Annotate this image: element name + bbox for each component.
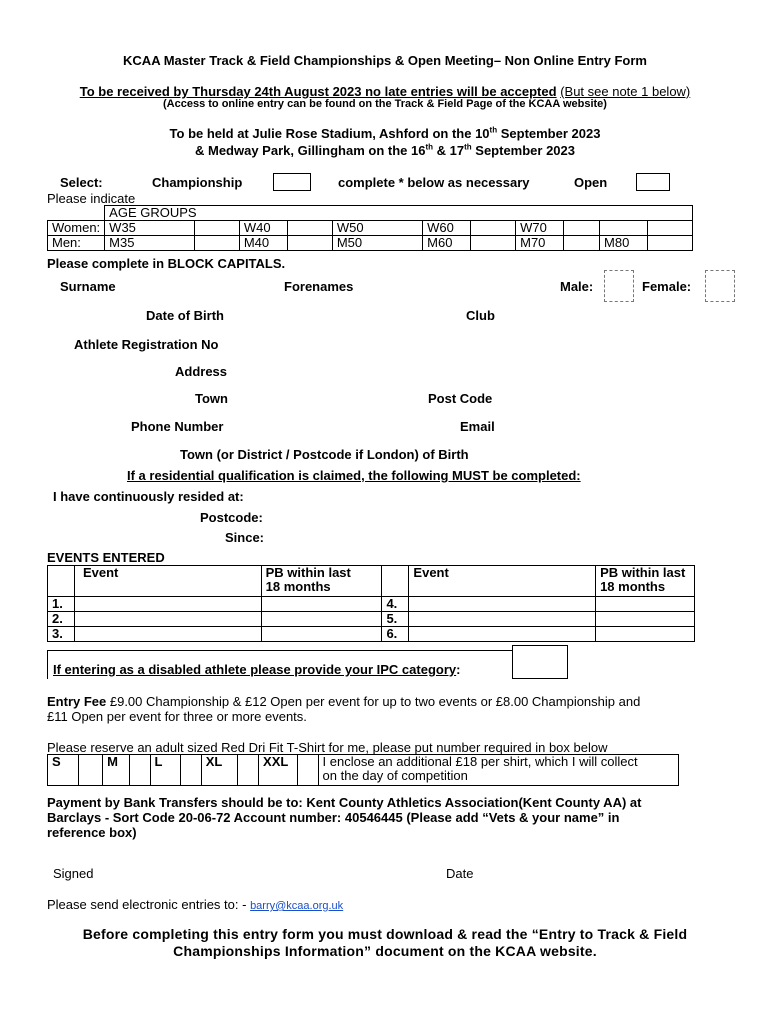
age-cell[interactable]	[470, 221, 515, 236]
ipc-category-input[interactable]	[512, 645, 568, 679]
age-cell[interactable]	[647, 221, 692, 236]
age-cell[interactable]	[194, 236, 239, 251]
size-xxl-quantity[interactable]	[297, 755, 318, 786]
entry-fee-line-2: £11 Open per event for three or more events.	[47, 709, 307, 724]
event-input[interactable]	[409, 597, 596, 612]
email-link[interactable]: barry@kcaa.org.uk	[250, 900, 344, 912]
size-xxl-label: XXL	[259, 755, 298, 786]
athlete-reg-label: Athlete Registration No	[74, 337, 219, 352]
surname-label: Surname	[60, 279, 116, 294]
venue-line-1: To be held at Julie Rose Stadium, Ashford on the 10th September 2023	[169, 125, 601, 141]
event-input[interactable]	[409, 627, 596, 642]
age-m50[interactable]: M50	[332, 236, 422, 251]
size-l-label: L	[150, 755, 181, 786]
age-groups-header: AGE GROUPS	[105, 206, 693, 221]
age-cell[interactable]	[563, 221, 599, 236]
age-m70[interactable]: M70	[516, 236, 564, 251]
since-label: Since:	[225, 530, 265, 545]
final-notice-line-2: Championships Information” document on the KCAA website.	[173, 943, 597, 959]
please-indicate: Please indicate	[47, 191, 136, 206]
championship-checkbox[interactable]	[273, 173, 311, 191]
age-cell[interactable]	[600, 221, 648, 236]
event-row-number: 2.	[48, 612, 75, 627]
size-xl-quantity[interactable]	[238, 755, 259, 786]
open-checkbox[interactable]	[636, 173, 670, 191]
size-m-label: M	[103, 755, 130, 786]
forenames-label: Forenames	[284, 279, 354, 294]
open-label: Open	[574, 175, 608, 190]
event-input[interactable]	[74, 612, 261, 627]
phone-label: Phone Number	[131, 419, 224, 434]
female-label: Female:	[642, 279, 692, 294]
birth-town-label: Town (or District / Postcode if London) of Birth	[180, 447, 469, 462]
championship-label: Championship	[152, 175, 243, 190]
size-xl-label: XL	[201, 755, 238, 786]
payment-line-3: reference box)	[47, 825, 137, 840]
tshirt-table	[47, 754, 679, 786]
event-row-number: 4.	[382, 597, 409, 612]
age-m35[interactable]: M35	[105, 236, 194, 251]
age-m60[interactable]: M60	[423, 236, 471, 251]
event-input[interactable]	[74, 597, 261, 612]
size-l-quantity[interactable]	[181, 755, 202, 786]
female-checkbox[interactable]	[705, 270, 735, 302]
age-cell[interactable]	[563, 236, 599, 251]
age-w70[interactable]: W70	[516, 221, 564, 236]
complete-instruction: complete * below as necessary	[338, 175, 530, 190]
venue-line-2: & Medway Park, Gillingham on the 16th & 17th September 2023	[195, 142, 575, 158]
resided-label: I have continuously resided at:	[53, 489, 244, 504]
online-note: (Access to online entry can be found on the Track & Field Page of the KCAA website)	[163, 98, 607, 110]
age-cell[interactable]	[287, 236, 332, 251]
final-notice-line-1: Before completing this entry form you must download & read the “Entry to Track & Field	[82, 926, 688, 942]
size-m-quantity[interactable]	[129, 755, 150, 786]
women-label: Women:	[48, 221, 105, 236]
event-header-right: Event	[409, 566, 596, 597]
event-row-number: 6.	[382, 627, 409, 642]
male-label: Male:	[560, 279, 594, 294]
events-title: EVENTS ENTERED	[47, 550, 165, 565]
age-m40[interactable]: M40	[239, 236, 287, 251]
male-checkbox[interactable]	[604, 270, 634, 302]
club-label: Club	[466, 308, 495, 323]
age-cell[interactable]	[647, 236, 692, 251]
pb-input[interactable]	[261, 612, 382, 627]
pb-input[interactable]	[261, 627, 382, 642]
age-m80[interactable]: M80	[600, 236, 648, 251]
pb-input[interactable]	[596, 627, 695, 642]
address-label: Address	[175, 364, 228, 379]
dob-label: Date of Birth	[146, 308, 224, 323]
ipc-label: If entering as a disabled athlete please provide your IPC category:	[53, 662, 461, 677]
pb-header-right: PB within last 18 months	[596, 566, 695, 597]
tshirt-note: I enclose an additional £18 per shirt, which I will collect on the day of competition	[318, 755, 678, 786]
pb-input[interactable]	[596, 597, 695, 612]
event-header-left: Event	[74, 566, 261, 597]
send-entries-line: Please send electronic entries to: - barry@kcaa.org.uk	[47, 897, 344, 912]
event-input[interactable]	[74, 627, 261, 642]
size-s-quantity[interactable]	[78, 755, 103, 786]
postcode-label: Postcode:	[200, 510, 263, 525]
entry-fee-line-1: Entry Fee £9.00 Championship & £12 Open per event for up to two events or £8.00 Championship and	[47, 694, 641, 709]
age-w50[interactable]: W50	[332, 221, 422, 236]
events-table	[47, 565, 695, 642]
select-label: Select:	[60, 175, 103, 190]
deadline-note: (But see note 1 below)	[560, 84, 691, 99]
age-cell[interactable]	[194, 221, 239, 236]
signed-label: Signed	[53, 866, 94, 881]
tshirt-intro: Please reserve an adult sized Red Dri Fit T-Shirt for me, please put number required in box below	[47, 740, 608, 755]
event-row-number: 3.	[48, 627, 75, 642]
size-s-label: S	[48, 755, 79, 786]
pb-header-left: PB within last 18 months	[261, 566, 382, 597]
deadline-line	[0, 84, 770, 99]
event-row-number: 5.	[382, 612, 409, 627]
town-label: Town	[195, 391, 228, 406]
payment-line-1: Payment by Bank Transfers should be to: Kent County Athletics Association(Kent County AA) at	[47, 795, 642, 810]
payment-line-2: Barclays - Sort Code 20-06-72 Account number: 40546445 (Please add “Vets & your name” in	[47, 810, 620, 825]
pb-input[interactable]	[261, 597, 382, 612]
men-label: Men:	[48, 236, 105, 251]
age-cell[interactable]	[287, 221, 332, 236]
post-code-label: Post Code	[428, 391, 493, 406]
age-w35[interactable]: W35	[105, 221, 194, 236]
email-label: Email	[460, 419, 495, 434]
age-groups-table	[47, 205, 693, 251]
age-w60[interactable]: W60	[423, 221, 471, 236]
age-cell[interactable]	[470, 236, 515, 251]
event-row-number: 1.	[48, 597, 75, 612]
block-capitals-note: Please complete in BLOCK CAPITALS.	[47, 256, 286, 271]
event-input[interactable]	[409, 612, 596, 627]
age-w40[interactable]: W40	[239, 221, 287, 236]
pb-input[interactable]	[596, 612, 695, 627]
residential-note: If a residential qualification is claimed, the following MUST be completed:	[127, 468, 581, 483]
page-title: KCAA Master Track & Field Championships & Open Meeting– Non Online Entry Form	[123, 53, 647, 68]
deadline-text: To be received by Thursday 24th August 2023 no late entries will be accepted	[79, 84, 557, 99]
date-label: Date	[446, 866, 474, 881]
